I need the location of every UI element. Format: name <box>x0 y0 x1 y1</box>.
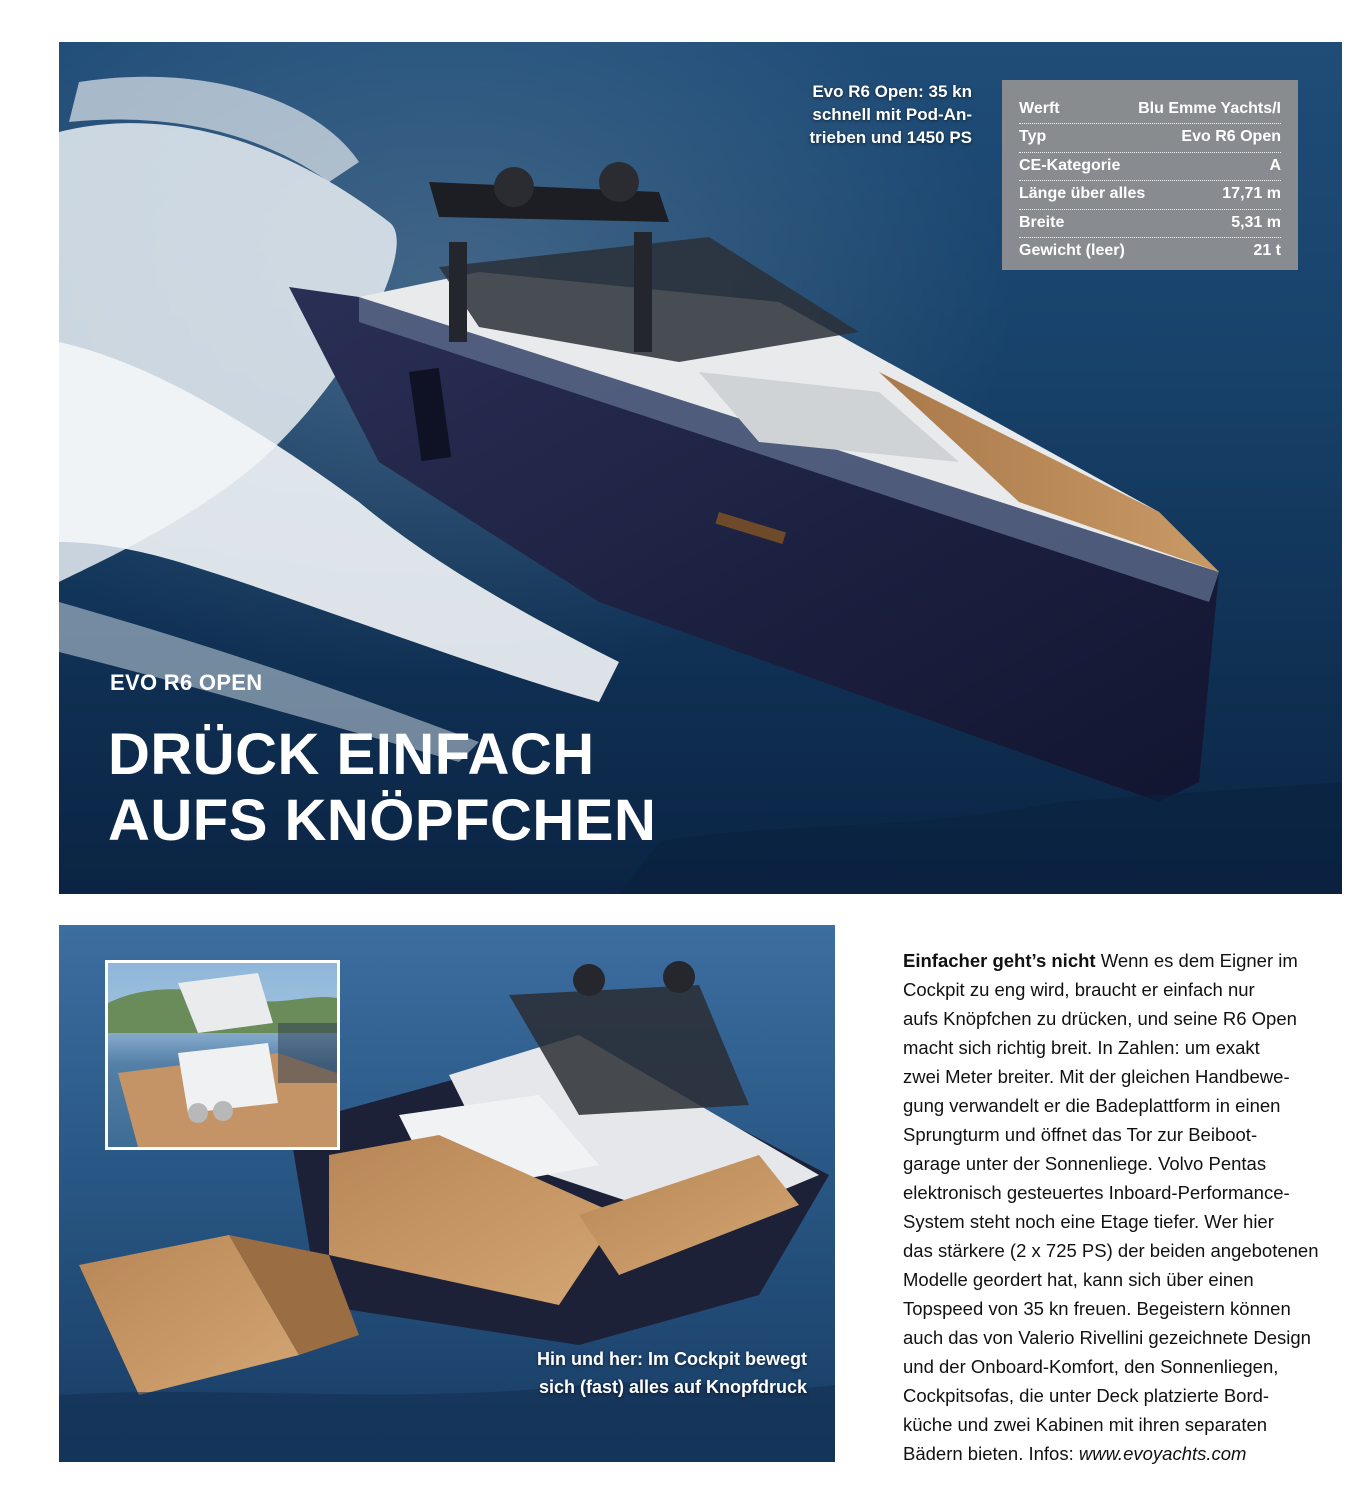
spec-row <box>1019 238 1281 265</box>
article-line: das stärkere (2 x 725 PS) der beiden angebotenen <box>903 1240 1319 1261</box>
spec-row <box>1019 96 1281 124</box>
spec-value: A <box>1269 156 1281 174</box>
article-first-line-rest: Wenn es dem Eigner im <box>1095 950 1298 971</box>
spec-row <box>1019 210 1281 238</box>
article-line: gung verwandelt er die Badeplattform in einen <box>903 1095 1281 1116</box>
article-url-link[interactable]: www.evoyachts.com <box>1078 1443 1247 1464</box>
article-line: System steht noch eine Etage tiefer. Wer hier <box>903 1211 1274 1232</box>
spec-value: Blu Emme Yachts/I <box>1138 100 1281 117</box>
spec-label: Länge über alles <box>1019 185 1146 203</box>
spec-label: CE-Kategorie <box>1019 156 1121 174</box>
spec-label: Breite <box>1019 213 1065 231</box>
headline-line: AUFS KNÖPFCHEN <box>108 788 657 853</box>
spec-value: Evo R6 Open <box>1181 128 1281 146</box>
article-line <box>903 946 1348 975</box>
spec-row <box>1019 181 1281 209</box>
spec-table <box>1002 80 1298 270</box>
article-kicker: EVO R6 OPEN <box>110 670 263 695</box>
article-line: zwei Meter breiter. Mit der gleichen Handbewe- <box>903 1066 1290 1087</box>
article-line: macht sich richtig breit. In Zahlen: um exakt <box>903 1037 1260 1058</box>
spec-label: Werft <box>1019 100 1060 117</box>
spec-value: 5,31 m <box>1231 213 1281 231</box>
hero-caption-line: Evo R6 Open: 35 kn <box>812 82 972 101</box>
article-line: küche und zwei Kabinen mit ihren separaten <box>903 1414 1268 1435</box>
article-line: Modelle geordert hat, kann sich über einen <box>903 1269 1254 1290</box>
cockpit-caption-line: sich (fast) alles auf Knopfdruck <box>538 1377 807 1397</box>
garage-illustration <box>108 963 337 1147</box>
article-line <box>903 1439 1348 1468</box>
article-headline <box>108 722 656 854</box>
spec-row <box>1019 153 1281 181</box>
article-line: elektronisch gesteuertes Inboard-Performance- <box>903 1182 1290 1203</box>
garage-inset-photo <box>105 960 340 1150</box>
spec-value: 17,71 m <box>1222 185 1281 203</box>
article-lead: Einfacher geht’s nicht <box>903 950 1096 971</box>
article-line: aufs Knöpfchen zu drücken, und seine R6 Open <box>903 1008 1297 1029</box>
article-line: Cockpit zu eng wird, braucht er einfach nur <box>903 979 1255 1000</box>
cockpit-caption <box>537 1345 807 1401</box>
hero-caption <box>810 80 973 149</box>
headline-line: DRÜCK EINFACH <box>108 722 595 787</box>
cockpit-caption-line: Hin und her: Im Cockpit bewegt <box>536 1349 807 1369</box>
article-last-line-prefix: Bädern bieten. Infos: <box>903 1443 1079 1464</box>
article-line: auch das von Valerio Rivellini gezeichnete Design <box>903 1327 1311 1348</box>
article-line: und der Onboard-Komfort, den Sonnenliegen, <box>903 1356 1279 1377</box>
hero-caption-line: schnell mit Pod-An- <box>812 105 972 124</box>
spec-label: Typ <box>1019 128 1047 146</box>
article-body <box>903 946 1348 1468</box>
article-line: Sprungturm und öffnet das Tor zur Beiboot- <box>903 1124 1258 1145</box>
article-line: Topspeed von 35 kn freuen. Begeistern können <box>903 1298 1291 1319</box>
hero-photo <box>59 42 1342 894</box>
article-line: Cockpitsofas, die unter Deck platzierte Bord- <box>903 1385 1270 1406</box>
cockpit-photo <box>59 925 835 1462</box>
article-line: garage unter der Sonnenliege. Volvo Pentas <box>903 1153 1267 1174</box>
spec-label: Gewicht (leer) <box>1019 241 1125 259</box>
spec-value: 21 t <box>1253 241 1281 259</box>
hero-caption-line: trieben und 1450 PS <box>809 128 972 147</box>
spec-row <box>1019 124 1281 152</box>
